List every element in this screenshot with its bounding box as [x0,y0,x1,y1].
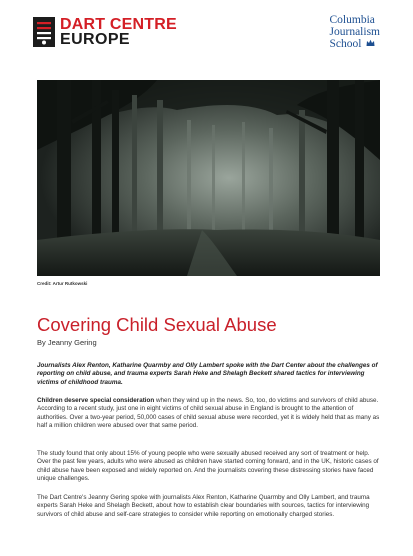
columbia-journalism: Journalism [329,26,380,38]
article-paragraph-1 [37,397,382,430]
article-paragraph-2: The study found that only about 15% of young people who were sexually abused received any sort of treatment or help. Over the past few years, adults who were abused as children have started coming forward, and in the UK, historic cases of child abuse have been exposed and widely reported on. And the journalists covering these distressing stories have faced unique challenges. [37,450,379,482]
columbia-crown-icon [366,38,375,50]
columbia-name: Columbia [329,14,375,26]
article-paragraph-3: The Dart Centre's Jeanny Gering spoke with journalists Alex Renton, Katharine Quarmby and Olly Lambert, and trauma experts Sarah Heke and Shelagh Beckett, about how to establish clear boundaries with sources, tactics for interviewing survivors of child abuse and self-care strategies to consider while reporting on emotionally charged stories. [37,494,370,518]
dart-centre-name: DART CENTRE [60,16,177,33]
forest-photo [37,80,380,276]
article-title: Covering Child Sexual Abuse [37,314,277,335]
columbia-journalism-logo [330,14,380,50]
dart-centre-region: EUROPE [60,31,130,48]
photo-credit: Credit: Artur Rutkowski [37,281,88,286]
article-byline: By Jeanny Gering [37,338,97,347]
article-lead: Journalists Alex Renton, Katharine Quarmby and Olly Lambert spoke with the Dart Center about the challenges of reporting on child abuse, and trauma experts Sarah Heke and Shelagh Beckett shared tactics for interviewing victims of childhood trauma. [37,362,378,386]
dart-centre-mark-icon [33,17,55,47]
paragraph-1-emphasis: Children deserve special consideration [37,397,155,404]
paragraph-1-text: when they wind up in the news. So, too, do victims and survivors of child abuse. According to a recent study, just one in eight victims of child sexual abuse in England is brought to the attention of authorities. Over a two-year period, 50,000 cases of child sexual abuse were recorded, yet it is widely held that as many as half a million children were abused over that same period. [37,397,380,429]
columbia-school: School [329,38,362,50]
dart-centre-logo [33,17,177,47]
